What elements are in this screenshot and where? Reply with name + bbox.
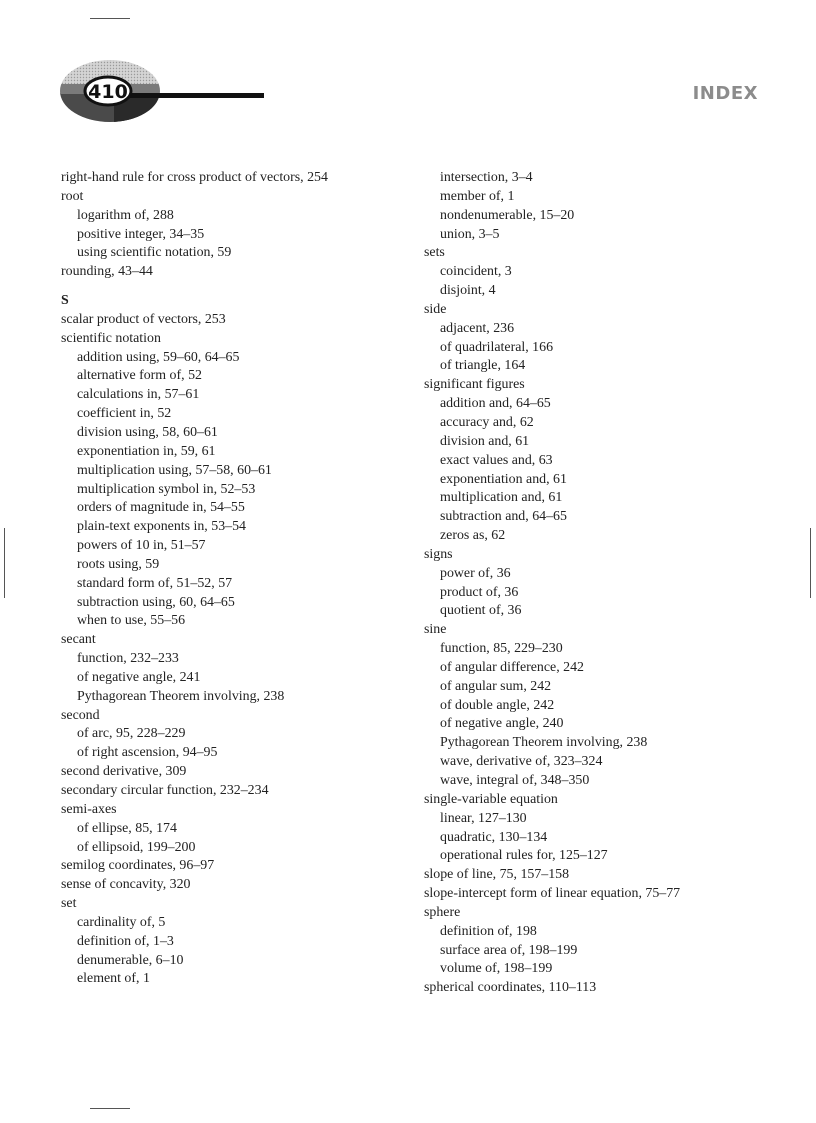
- index-subentry: of ellipsoid, 199–200: [77, 839, 196, 855]
- index-subentry: roots using, 59: [77, 556, 160, 572]
- index-subentry: of triangle, 164: [440, 358, 526, 374]
- index-entry: slope-intercept form of linear equation, 75–77: [424, 886, 681, 902]
- index-subentry: cardinality of, 5: [77, 914, 166, 930]
- index-subentry: of double angle, 242: [440, 697, 555, 713]
- index-subentry: element of, 1: [77, 971, 150, 987]
- index-subentry: exponentiation in, 59, 61: [77, 443, 216, 459]
- index-subentry: calculations in, 57–61: [77, 387, 200, 403]
- index-entry: scalar product of vectors, 253: [61, 311, 226, 327]
- index-subentry: of quadrilateral, 166: [440, 339, 554, 355]
- index-subentry: of negative angle, 241: [77, 669, 201, 685]
- index-subentry: adjacent, 236: [440, 320, 515, 336]
- index-column-left: [61, 169, 411, 989]
- index-entry: right-hand rule for cross product of vectors, 254: [61, 170, 328, 185]
- index-entry: sense of concavity, 320: [61, 877, 191, 893]
- index-entry: set: [61, 896, 77, 912]
- index-subentry: of ellipse, 85, 174: [77, 820, 177, 836]
- index-subentry: intersection, 3–4: [440, 170, 533, 185]
- index-subentry: quotient of, 36: [440, 603, 522, 619]
- index-subentry: coefficient in, 52: [77, 406, 172, 422]
- index-entry: semilog coordinates, 96–97: [61, 858, 215, 874]
- index-entry: slope of line, 75, 157–158: [424, 867, 570, 883]
- index-subentry: plain-text exponents in, 53–54: [77, 519, 246, 535]
- index-subentry: division using, 58, 60–61: [77, 424, 218, 440]
- index-subentry: volume of, 198–199: [440, 961, 553, 977]
- index-subentry: when to use, 55–56: [77, 613, 186, 629]
- index-subentry: multiplication symbol in, 52–53: [77, 481, 256, 497]
- index-column-right: [424, 169, 784, 998]
- index-subentry: function, 232–233: [77, 651, 179, 667]
- index-subentry: of angular difference, 242: [440, 659, 584, 675]
- index-subentry: powers of 10 in, 51–57: [77, 538, 206, 554]
- page-number-emblem: [58, 58, 278, 128]
- index-subentry: operational rules for, 125–127: [440, 848, 608, 864]
- index-subentry: Pythagorean Theorem involving, 238: [77, 688, 285, 704]
- index-subentry: addition and, 64–65: [440, 396, 551, 412]
- section-title: INDEX: [692, 83, 758, 104]
- index-entry: significant figures: [424, 377, 525, 393]
- index-subentry: exponentiation and, 61: [440, 471, 567, 487]
- crop-mark-top: [90, 18, 130, 19]
- index-subentry: subtraction and, 64–65: [440, 509, 567, 525]
- index-subentry: Pythagorean Theorem involving, 238: [440, 735, 648, 751]
- index-subentry: product of, 36: [440, 584, 519, 600]
- index-subentry: definition of, 1–3: [77, 933, 174, 949]
- index-subentry: member of, 1: [440, 188, 515, 204]
- index-entry: semi-axes: [61, 801, 117, 817]
- index-entry: signs: [424, 546, 453, 562]
- index-subentry: union, 3–5: [440, 226, 500, 242]
- index-subentry: alternative form of, 52: [77, 368, 202, 384]
- index-subentry: addition using, 59–60, 64–65: [77, 349, 240, 365]
- index-entry: single-variable equation: [424, 791, 558, 807]
- index-entry: sphere: [424, 904, 461, 920]
- index-subentry: function, 85, 229–230: [440, 641, 563, 657]
- crop-mark-bottom: [90, 1108, 130, 1109]
- index-subentry: coincident, 3: [440, 264, 512, 280]
- index-subentry: subtraction using, 60, 64–65: [77, 594, 235, 610]
- index-subentry: linear, 127–130: [440, 810, 527, 826]
- index-subentry: denumerable, 6–10: [77, 952, 184, 968]
- index-entry: root: [61, 188, 84, 204]
- index-subentry: orders of magnitude in, 54–55: [77, 500, 245, 516]
- index-subentry: zeros as, 62: [440, 528, 506, 544]
- index-entry: secant: [61, 632, 96, 648]
- index-subentry: accuracy and, 62: [440, 414, 534, 430]
- index-subentry: of arc, 95, 228–229: [77, 726, 186, 742]
- index-entry: second: [61, 707, 100, 723]
- index-entry: rounding, 43–44: [61, 264, 153, 280]
- index-subentry: multiplication using, 57–58, 60–61: [77, 462, 272, 478]
- index-subentry: surface area of, 198–199: [440, 942, 578, 958]
- index-subentry: of right ascension, 94–95: [77, 745, 218, 761]
- index-subentry: standard form of, 51–52, 57: [77, 575, 233, 591]
- index-subentry: power of, 36: [440, 565, 511, 581]
- crop-mark-right: [810, 528, 811, 598]
- index-entry: spherical coordinates, 110–113: [424, 980, 597, 996]
- index-entry: secondary circular function, 232–234: [61, 783, 269, 798]
- index-subentry: of angular sum, 242: [440, 678, 552, 694]
- index-subentry: nondenumerable, 15–20: [440, 207, 575, 223]
- page-number: 410: [88, 81, 128, 103]
- index-entry: sets: [424, 245, 445, 261]
- index-subentry: positive integer, 34–35: [77, 226, 205, 242]
- index-subentry: quadratic, 130–134: [440, 829, 548, 845]
- index-subentry: of negative angle, 240: [440, 716, 564, 732]
- index-subentry: disjoint, 4: [440, 283, 496, 299]
- index-entry: side: [424, 301, 447, 317]
- index-entry: second derivative, 309: [61, 764, 187, 780]
- index-letter-heading: S: [61, 293, 69, 309]
- crop-mark-left: [4, 528, 5, 598]
- index-subentry: wave, derivative of, 323–324: [440, 754, 603, 770]
- index-entry: scientific notation: [61, 330, 161, 346]
- index-entry: sine: [424, 622, 447, 638]
- index-subentry: wave, integral of, 348–350: [440, 773, 590, 788]
- index-subentry: division and, 61: [440, 433, 530, 449]
- index-subentry: exact values and, 63: [440, 452, 553, 468]
- index-subentry: using scientific notation, 59: [77, 245, 232, 261]
- index-subentry: multiplication and, 61: [440, 490, 563, 506]
- index-subentry: definition of, 198: [440, 923, 537, 939]
- index-subentry: logarithm of, 288: [77, 207, 174, 223]
